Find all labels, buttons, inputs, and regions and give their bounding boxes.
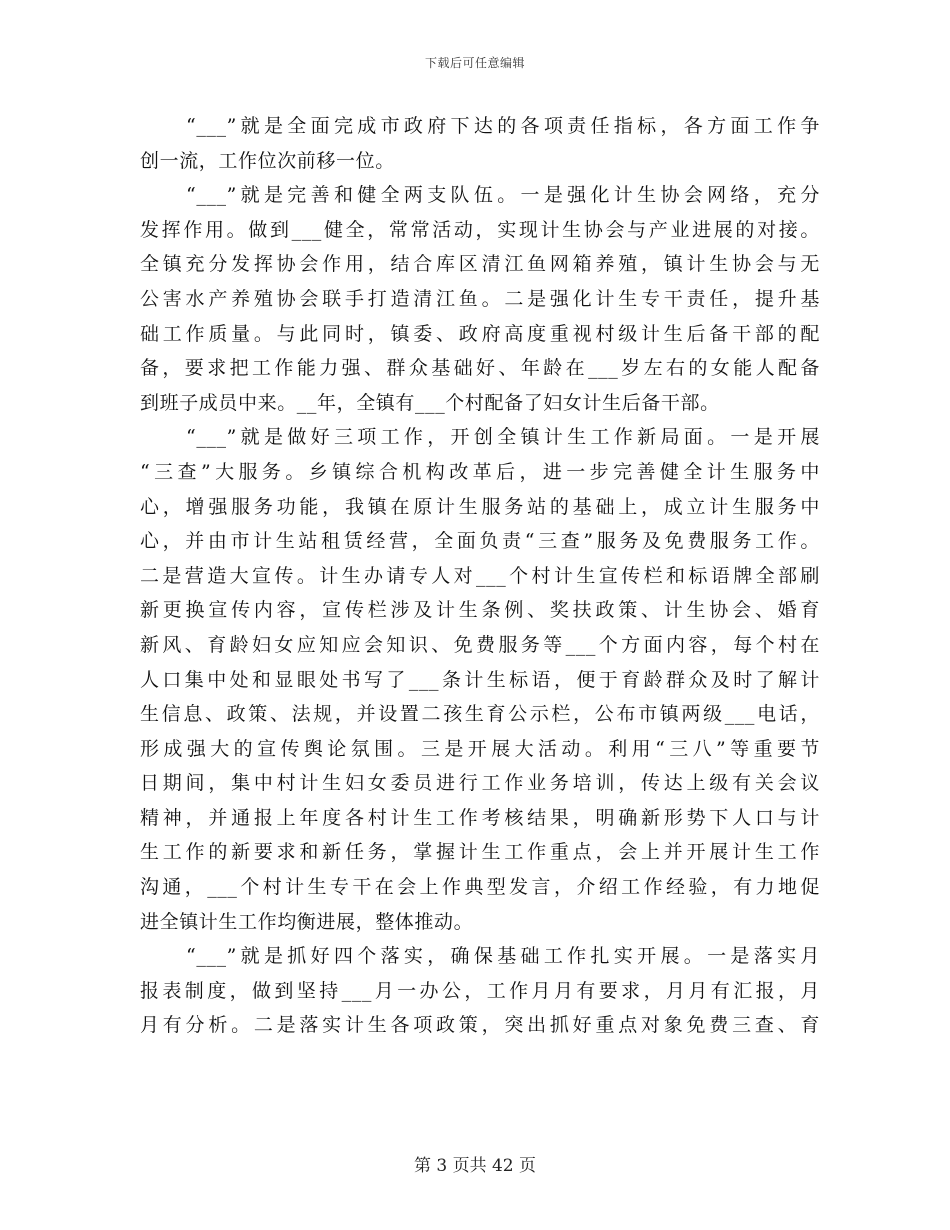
text-line: 新风、育龄妇女应知应会知识、免费服务等___个方面内容，每个村在 — [140, 633, 820, 656]
text-line: 新更换宣传内容，宣传栏涉及计生条例、奖扶政策、计生协会、婚育 — [140, 599, 820, 622]
text-line: 形成强大的宣传舆论氛围。三是开展大活动。利用“三八”等重要节 — [140, 737, 820, 760]
text-line: 全镇充分发挥协会作用，结合库区清江鱼网箱养殖，镇计生协会与无 — [140, 253, 820, 276]
text-line: 础工作质量。与此同时，镇委、政府高度重视村级计生后备干部的配 — [140, 322, 820, 345]
text-line: 生工作的新要求和新任务，掌握计生工作重点，会上并开展计生工作 — [140, 841, 820, 864]
text-line: “___”就是做好三项工作，开创全镇计生工作新局面。一是开展 — [186, 426, 820, 449]
text-line: 心，增强服务功能，我镇在原计生服务站的基础上，成立计生服务中 — [140, 495, 820, 518]
page-number-footer: 第 3 页共 42 页 — [413, 1156, 537, 1176]
text-line: 月有分析。二是落实计生各项政策，突出抓好重点对象免费三查、育 — [140, 1014, 820, 1037]
text-line: 沟通，___个村计生专干在会上作典型发言，介绍工作经验，有力地促 — [140, 876, 820, 899]
text-line: “___”就是全面完成市政府下达的各项责任指标，各方面工作争 — [186, 115, 820, 137]
text-line: 二是营造大宣传。计生办请专人对___个村计生宣传栏和标语牌全部刷 — [140, 564, 820, 587]
page-header: 下载后可任意编辑 — [424, 56, 525, 70]
text-line: 生信息、政策、法规，并设置二孩生育公示栏，公布市镇两级___电话， — [140, 703, 820, 726]
text-line: 进全镇计生工作均衡进展，整体推动。 — [140, 910, 474, 933]
text-line: 创一流，工作位次前移一位。 — [140, 149, 395, 172]
text-line: 到班子成员中来。__年，全镇有___个村配备了妇女计生后备干部。 — [140, 391, 720, 414]
text-line: 日期间，集中村计生妇女委员进行工作业务培训，传达上级有关会议 — [140, 772, 820, 795]
text-line: 备，要求把工作能力强、群众基础好、年龄在___岁左右的女能人配备 — [140, 357, 820, 380]
text-line: 报表制度，做到坚持___月一办公，工作月月有要求，月月有汇报，月 — [140, 979, 820, 1002]
text-line: 心，并由市计生站租赁经营，全面负责“三查”服务及免费服务工作。 — [140, 530, 820, 553]
text-line: 公害水产养殖协会联手打造清江鱼。二是强化计生专干责任，提升基 — [140, 287, 820, 310]
text-line: “三查”大服务。乡镇综合机构改革后，进一步完善健全计生服务中 — [140, 460, 820, 483]
text-line: 人口集中处和显眼处书写了___条计生标语，便于育龄群众及时了解计 — [140, 668, 820, 691]
text-line: 发挥作用。做到___健全，常常活动，实现计生协会与产业进展的对接。 — [140, 218, 820, 241]
document-body — [140, 109, 820, 1043]
text-line: 精神，并通报上年度各村计生工作考核结果，明确新形势下人口与计 — [140, 806, 820, 829]
text-line: “___”就是抓好四个落实，确保基础工作扎实开展。一是落实月 — [186, 945, 820, 968]
text-line: “___”就是完善和健全两支队伍。一是强化计生协会网络，充分 — [186, 184, 820, 207]
